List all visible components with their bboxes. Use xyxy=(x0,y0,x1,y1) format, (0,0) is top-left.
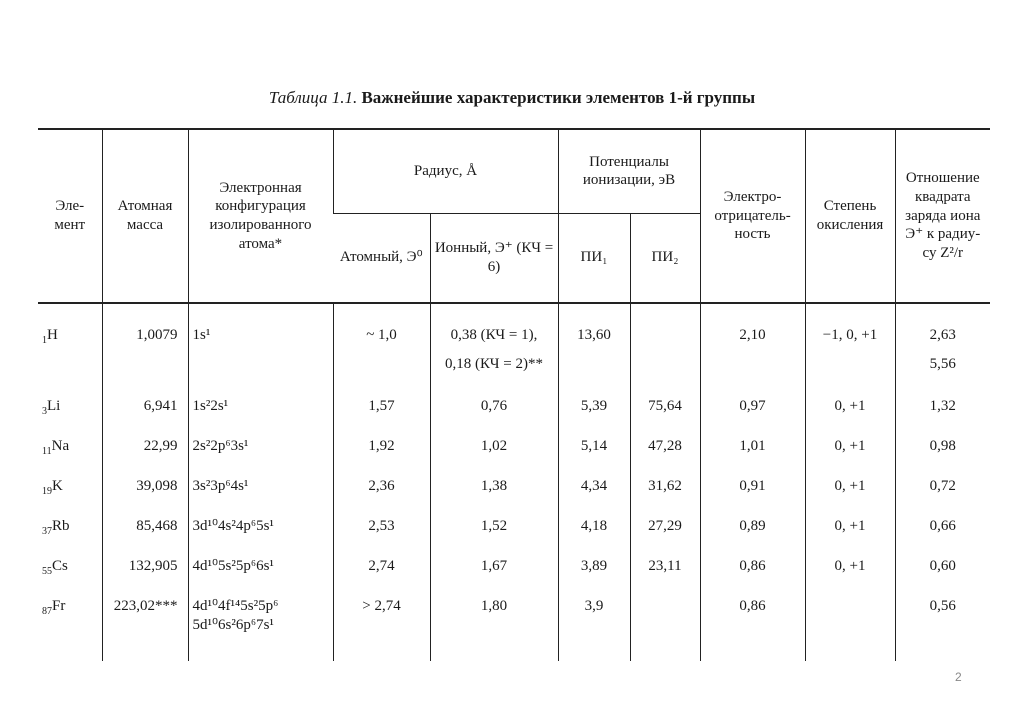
table-row xyxy=(38,501,990,541)
atomic-number: 1 xyxy=(42,335,47,346)
config-value: 4d¹⁰4f¹⁴5s²5p⁶ xyxy=(192,598,279,614)
oxidation-value: 0, +1 xyxy=(834,478,866,494)
oxidation-value: 0, +1 xyxy=(834,398,866,414)
cell-pi2 xyxy=(630,501,700,541)
config-value: 2s²2p⁶3s¹ xyxy=(192,438,249,454)
mass-value: 6,941 xyxy=(143,398,178,414)
table-caption xyxy=(0,88,1024,108)
cell-pi1 xyxy=(558,581,630,661)
electronegativity-value: 0,89 xyxy=(739,518,766,534)
header-pi1: ПИ₁ xyxy=(558,213,630,303)
electronegativity-value: 1,01 xyxy=(739,438,766,454)
cell-pi1 xyxy=(558,421,630,461)
cell-radius-ionic xyxy=(430,501,558,541)
cell-mass xyxy=(102,501,188,541)
mass-value: 22,99 xyxy=(143,438,178,454)
pi2-value: 31,62 xyxy=(648,478,682,494)
radius-ionic-value: 1,38 xyxy=(480,478,508,494)
cell-oxidation xyxy=(805,381,895,421)
mass-value: 1,0079 xyxy=(136,327,178,343)
config-value: 1s¹ xyxy=(192,327,211,343)
pi2-value: 23,11 xyxy=(648,558,682,574)
oxidation-value: 0, +1 xyxy=(834,518,866,534)
header-radius-ionic: Ионный, Э⁺ (КЧ = 6) xyxy=(430,213,558,303)
element-symbol: H xyxy=(47,327,58,343)
element-symbol: Rb xyxy=(52,518,70,534)
header-radius-atomic: Атомный, Э⁰ xyxy=(333,213,430,303)
cell-ratio xyxy=(895,461,990,501)
config-value: 1s²2s¹ xyxy=(192,398,229,414)
radius-atomic-value: > 2,74 xyxy=(362,598,401,614)
cell-mass xyxy=(102,581,188,661)
cell-radius-ionic xyxy=(430,421,558,461)
cell-pi2 xyxy=(630,303,700,381)
ratio-value: 0,60 xyxy=(929,558,956,574)
cell-radius-atomic xyxy=(333,461,430,501)
cell-radius-ionic xyxy=(430,541,558,581)
header-electronegativity: Электро- отрицатель- ность xyxy=(700,129,805,303)
cell-config xyxy=(188,541,333,581)
radius-atomic-value: 2,36 xyxy=(368,478,395,494)
cell-electronegativity xyxy=(700,381,805,421)
electronegativity-value: 0,86 xyxy=(739,558,766,574)
cell-radius-atomic xyxy=(333,303,430,381)
cell-pi1 xyxy=(558,303,630,381)
electronegativity-value: 2,10 xyxy=(739,327,766,343)
cell-config xyxy=(188,303,333,381)
ratio-value-2: 5,56 xyxy=(929,355,956,372)
atomic-number: 19 xyxy=(42,486,52,497)
oxidation-value: 0, +1 xyxy=(834,558,866,574)
oxidation-value: 0, +1 xyxy=(834,438,866,454)
cell-radius-atomic xyxy=(333,421,430,461)
cell-config xyxy=(188,581,333,661)
mass-value: 223,02*** xyxy=(113,598,178,614)
pi1-value: 4,18 xyxy=(580,518,608,534)
cell-pi2 xyxy=(630,381,700,421)
radius-ionic-value: 1,52 xyxy=(480,518,508,534)
radius-ionic-value-2: 0,18 (КЧ = 2)** xyxy=(444,355,543,372)
page-number: 2 xyxy=(955,670,962,684)
radius-ionic-value: 0,76 xyxy=(480,398,508,414)
cell-element xyxy=(38,381,102,421)
pi2-value: 75,64 xyxy=(648,398,682,414)
cell-ratio xyxy=(895,421,990,461)
header-ratio: Отношение квадрата заряда иона Э⁺ к радиу- су Z²/r xyxy=(895,129,990,303)
cell-element xyxy=(38,581,102,661)
pi2-value: 47,28 xyxy=(648,438,682,454)
cell-element xyxy=(38,461,102,501)
pi1-value: 4,34 xyxy=(580,478,608,494)
ratio-value: 0,56 xyxy=(929,598,956,614)
mass-value: 39,098 xyxy=(136,478,178,494)
cell-pi1 xyxy=(558,501,630,541)
cell-electronegativity xyxy=(700,581,805,661)
cell-mass xyxy=(102,421,188,461)
cell-pi2 xyxy=(630,581,700,661)
cell-radius-ionic xyxy=(430,461,558,501)
cell-mass xyxy=(102,461,188,501)
cell-ratio xyxy=(895,581,990,661)
pi1-value: 5,39 xyxy=(580,398,608,414)
config-value-2: 5d¹⁰6s²6p⁶7s¹ xyxy=(192,616,274,633)
ratio-value: 1,32 xyxy=(929,398,956,414)
cell-electronegativity xyxy=(700,303,805,381)
cell-element xyxy=(38,501,102,541)
radius-atomic-value: 1,92 xyxy=(368,438,395,454)
config-value: 3s²3p⁶4s¹ xyxy=(192,478,249,494)
config-value: 4d¹⁰5s²5p⁶6s¹ xyxy=(192,558,274,574)
pi1-value: 3,89 xyxy=(580,558,608,574)
pi1-value: 13,60 xyxy=(577,327,611,343)
ratio-value: 0,98 xyxy=(929,438,956,454)
cell-oxidation xyxy=(805,541,895,581)
pi1-value: 3,9 xyxy=(584,598,604,614)
element-symbol: Na xyxy=(51,438,70,454)
cell-oxidation xyxy=(805,461,895,501)
cell-pi1 xyxy=(558,381,630,421)
electronegativity-value: 0,97 xyxy=(739,398,766,414)
cell-pi2 xyxy=(630,541,700,581)
cell-oxidation xyxy=(805,421,895,461)
radius-ionic-value: 1,80 xyxy=(480,598,508,614)
cell-element xyxy=(38,541,102,581)
element-symbol: Li xyxy=(47,398,61,414)
header-config: Электронная конфигурация изолированного атома* xyxy=(188,129,333,303)
cell-radius-atomic xyxy=(333,381,430,421)
atomic-number: 11 xyxy=(42,446,52,457)
header-radius: Радиус, Å xyxy=(333,129,558,213)
mass-value: 132,905 xyxy=(128,558,178,574)
header-mass: Атомная масса xyxy=(102,129,188,303)
cell-electronegativity xyxy=(700,421,805,461)
table-row xyxy=(38,461,990,501)
table-row xyxy=(38,381,990,421)
cell-mass xyxy=(102,541,188,581)
header-element: Эле- мент xyxy=(38,129,102,303)
cell-electronegativity xyxy=(700,461,805,501)
electronegativity-value: 0,86 xyxy=(739,598,766,614)
radius-ionic-value: 0,38 (КЧ = 1), xyxy=(450,327,538,343)
pi2-value: 27,29 xyxy=(648,518,682,534)
cell-ratio xyxy=(895,501,990,541)
cell-ratio xyxy=(895,381,990,421)
atomic-number: 55 xyxy=(42,566,52,577)
atomic-number: 37 xyxy=(42,526,52,537)
radius-atomic-value: 1,57 xyxy=(368,398,395,414)
table-row xyxy=(38,541,990,581)
electronegativity-value: 0,91 xyxy=(739,478,766,494)
element-symbol: Cs xyxy=(52,558,68,574)
cell-radius-ionic xyxy=(430,381,558,421)
cell-mass xyxy=(102,381,188,421)
radius-atomic-value: 2,74 xyxy=(368,558,395,574)
cell-pi1 xyxy=(558,541,630,581)
cell-radius-atomic xyxy=(333,501,430,541)
cell-config xyxy=(188,421,333,461)
table-row xyxy=(38,303,990,381)
cell-radius-atomic xyxy=(333,581,430,661)
cell-pi2 xyxy=(630,421,700,461)
cell-electronegativity xyxy=(700,541,805,581)
cell-ratio xyxy=(895,541,990,581)
header-pi2: ПИ₂ xyxy=(630,213,700,303)
cell-config xyxy=(188,461,333,501)
ratio-value: 2,63 xyxy=(929,327,956,343)
pi1-value: 5,14 xyxy=(580,438,608,454)
elements-table xyxy=(38,128,990,661)
cell-radius-atomic xyxy=(333,541,430,581)
atomic-number: 87 xyxy=(42,606,52,617)
element-symbol: K xyxy=(52,478,63,494)
table-row xyxy=(38,581,990,661)
caption-text: Важнейшие характеристики элементов 1-й группы xyxy=(361,88,756,107)
config-value: 3d¹⁰4s²4p⁶5s¹ xyxy=(192,518,274,534)
ratio-value: 0,72 xyxy=(929,478,956,494)
radius-atomic-value: ~ 1,0 xyxy=(366,327,397,343)
header-ionization: Потенциалы ионизации, эВ xyxy=(558,129,700,213)
cell-config xyxy=(188,381,333,421)
cell-electronegativity xyxy=(700,501,805,541)
cell-mass xyxy=(102,303,188,381)
mass-value: 85,468 xyxy=(136,518,178,534)
cell-pi1 xyxy=(558,461,630,501)
cell-pi2 xyxy=(630,461,700,501)
header-oxidation: Степень окисления xyxy=(805,129,895,303)
radius-atomic-value: 2,53 xyxy=(368,518,395,534)
cell-radius-ionic xyxy=(430,303,558,381)
cell-element xyxy=(38,303,102,381)
element-symbol: Fr xyxy=(52,598,66,614)
cell-element xyxy=(38,421,102,461)
radius-ionic-value: 1,67 xyxy=(480,558,508,574)
radius-ionic-value: 1,02 xyxy=(480,438,508,454)
cell-oxidation xyxy=(805,303,895,381)
cell-oxidation xyxy=(805,501,895,541)
atomic-number: 3 xyxy=(42,406,47,417)
cell-oxidation xyxy=(805,581,895,661)
cell-radius-ionic xyxy=(430,581,558,661)
ratio-value: 0,66 xyxy=(929,518,956,534)
cell-ratio xyxy=(895,303,990,381)
oxidation-value: −1, 0, +1 xyxy=(822,327,878,343)
table-row xyxy=(38,421,990,461)
cell-config xyxy=(188,501,333,541)
caption-label: Таблица 1.1. xyxy=(268,88,358,107)
